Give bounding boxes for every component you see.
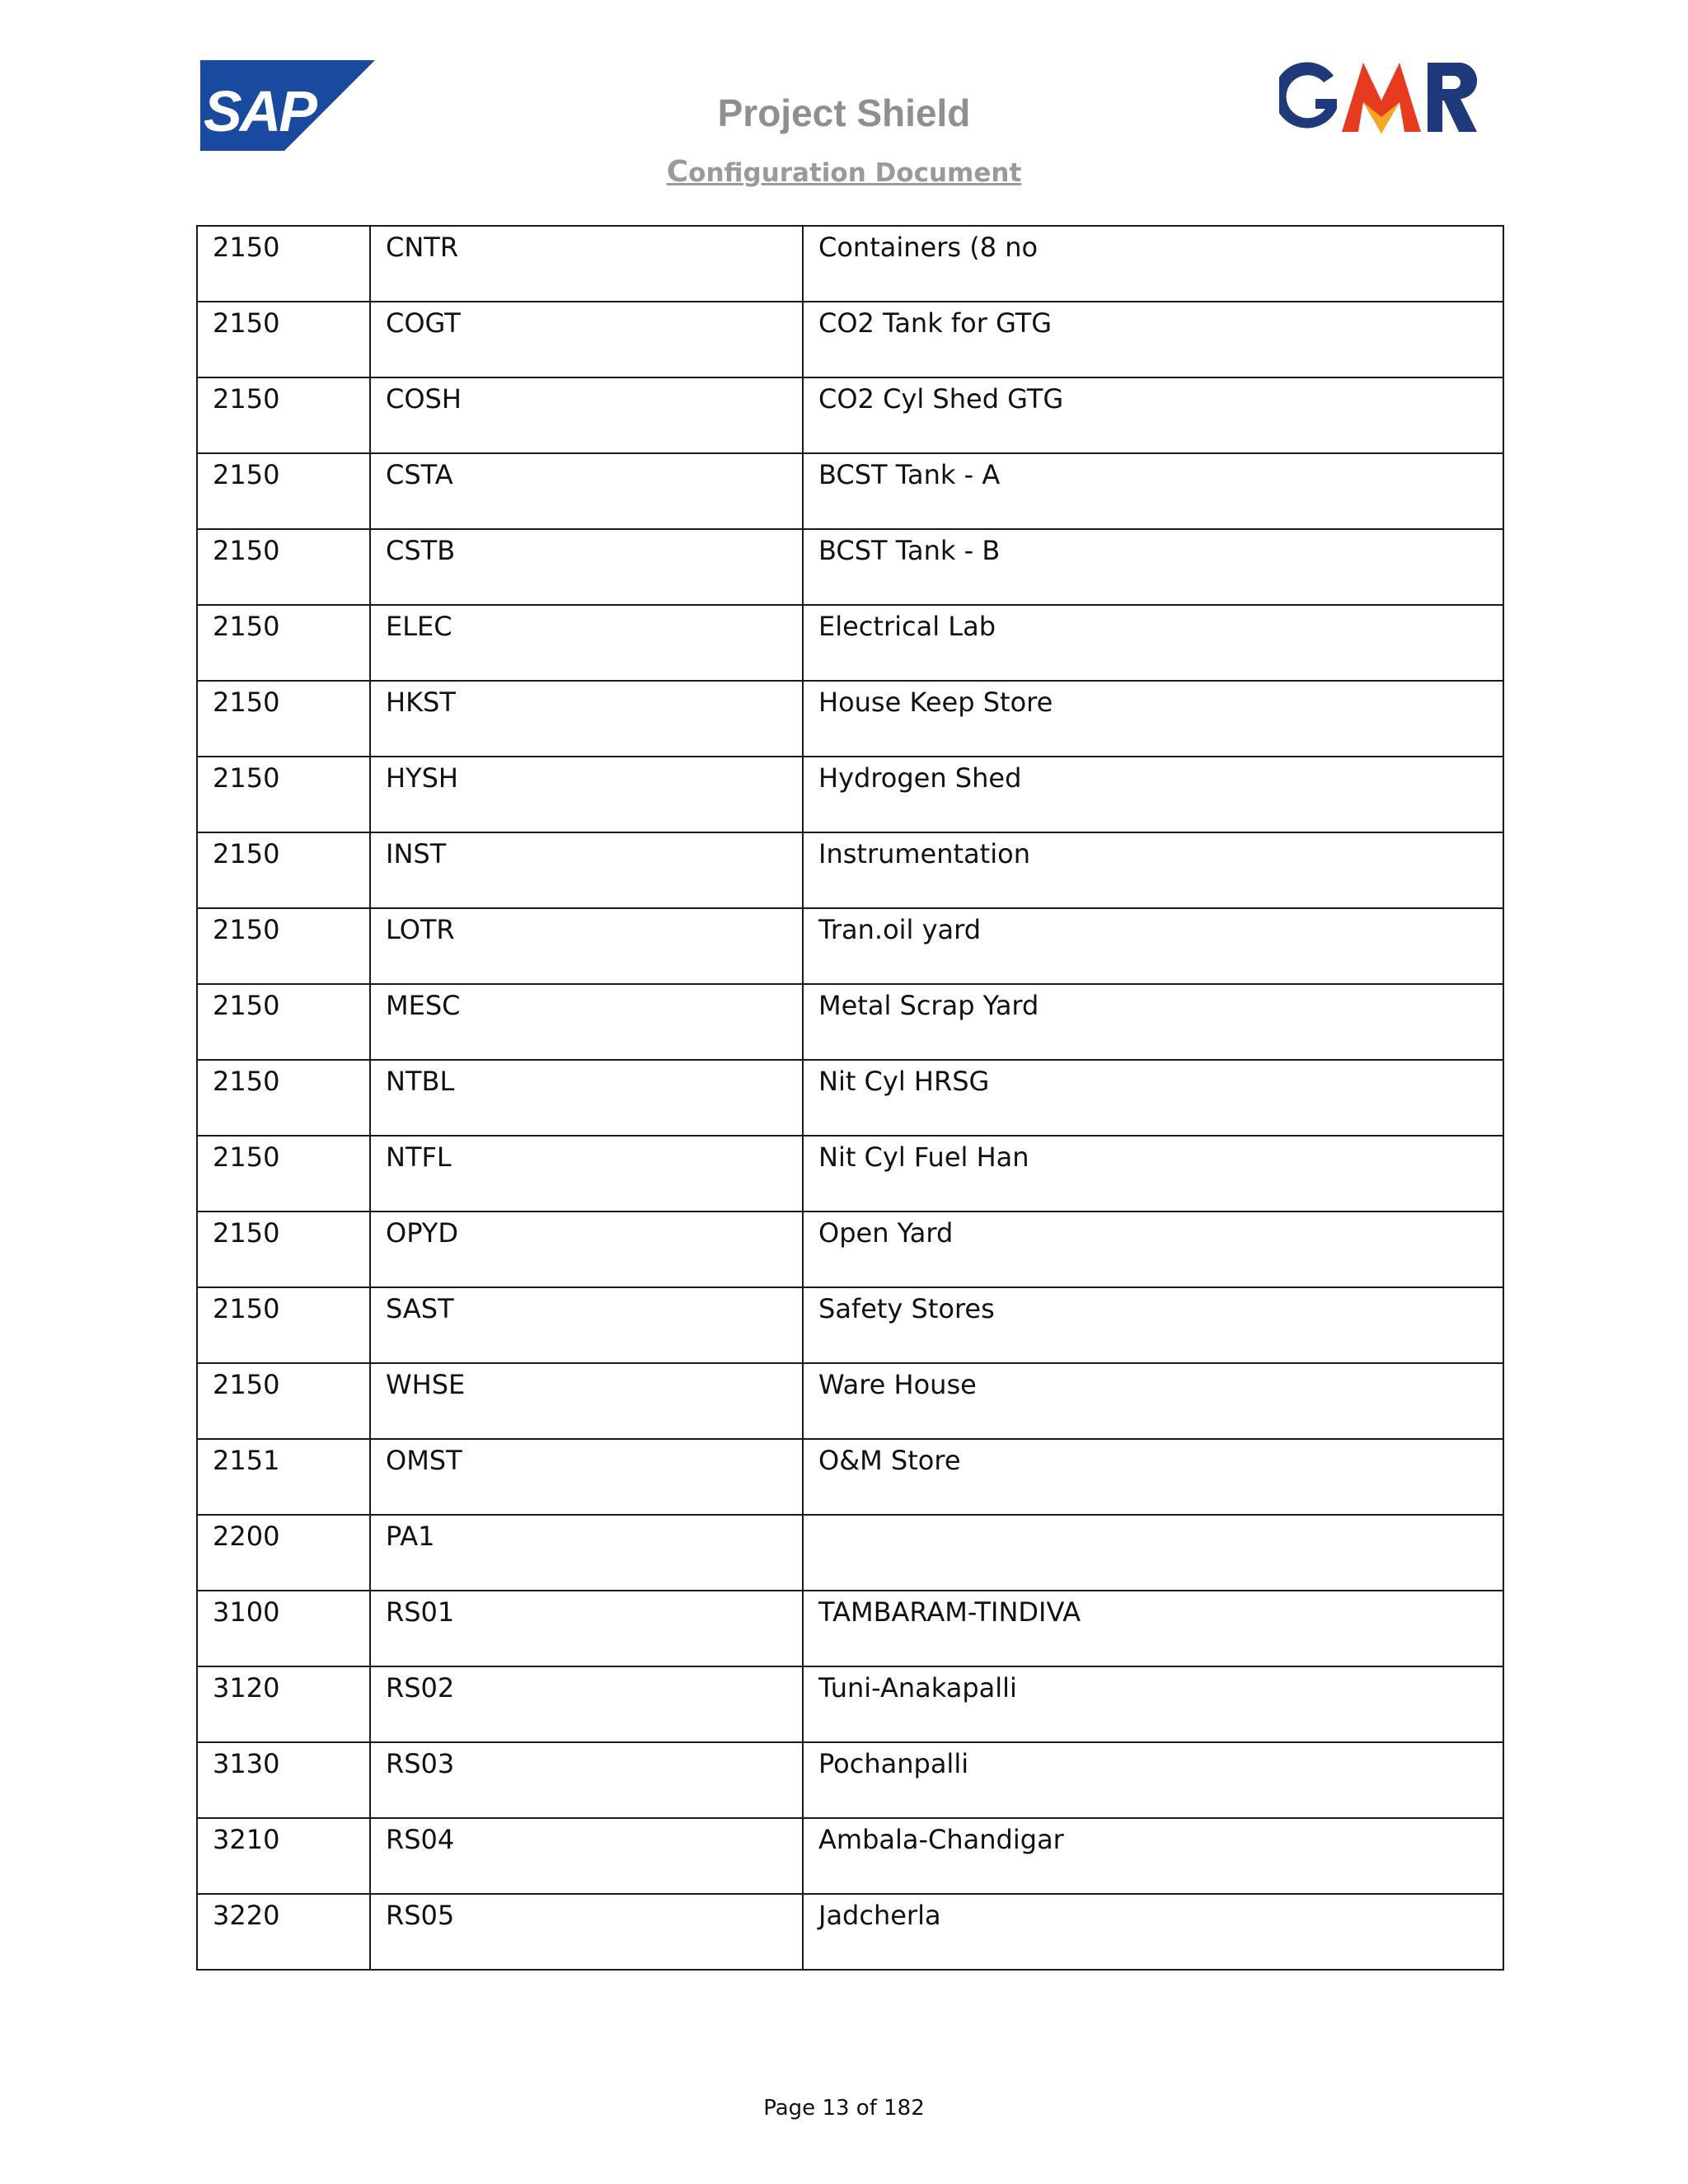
- storage-location-cell: HYSH: [370, 757, 803, 832]
- document-subtitle: [0, 155, 1688, 189]
- table-row: [197, 226, 1503, 302]
- storage-location-cell: OMST: [370, 1439, 803, 1515]
- description-cell: CO2 Cyl Shed GTG: [803, 377, 1503, 453]
- plant-code-cell: 2150: [197, 984, 370, 1060]
- description-cell: Instrumentation: [803, 832, 1503, 908]
- storage-location-cell: INST: [370, 832, 803, 908]
- storage-location-cell: WHSE: [370, 1363, 803, 1439]
- plant-code-cell: 3220: [197, 1894, 370, 1970]
- plant-code-cell: 2150: [197, 1136, 370, 1212]
- description-cell: House Keep Store: [803, 681, 1503, 757]
- storage-location-cell: LOTR: [370, 908, 803, 984]
- description-cell: TAMBARAM-TINDIVA: [803, 1591, 1503, 1666]
- description-cell: Safety Stores: [803, 1287, 1503, 1363]
- table-row: [197, 984, 1503, 1060]
- description-cell: Nit Cyl Fuel Han: [803, 1136, 1503, 1212]
- storage-location-cell: RS01: [370, 1591, 803, 1666]
- table-row: [197, 529, 1503, 605]
- subtitle-initial: C: [666, 155, 689, 189]
- plant-code-cell: 2200: [197, 1515, 370, 1591]
- table-row: [197, 1666, 1503, 1742]
- storage-location-cell: COSH: [370, 377, 803, 453]
- table-row: [197, 1212, 1503, 1287]
- configuration-table-body: [197, 226, 1503, 1970]
- storage-location-cell: RS03: [370, 1742, 803, 1818]
- description-cell: Pochanpalli: [803, 1742, 1503, 1818]
- storage-location-cell: RS04: [370, 1818, 803, 1894]
- description-cell: Hydrogen Shed: [803, 757, 1503, 832]
- table-row: [197, 377, 1503, 453]
- plant-code-cell: 3130: [197, 1742, 370, 1818]
- storage-location-cell: NTFL: [370, 1136, 803, 1212]
- description-cell: Ambala-Chandigar: [803, 1818, 1503, 1894]
- storage-location-cell: COGT: [370, 302, 803, 377]
- description-cell: O&M Store: [803, 1439, 1503, 1515]
- description-cell: Metal Scrap Yard: [803, 984, 1503, 1060]
- plant-code-cell: 3210: [197, 1818, 370, 1894]
- storage-location-cell: RS02: [370, 1666, 803, 1742]
- description-cell: CO2 Tank for GTG: [803, 302, 1503, 377]
- storage-location-cell: HKST: [370, 681, 803, 757]
- document-title: Project Shield: [717, 91, 971, 134]
- storage-location-cell: PA1: [370, 1515, 803, 1591]
- plant-code-cell: 2150: [197, 1363, 370, 1439]
- table-row: [197, 1363, 1503, 1439]
- storage-location-cell: RS05: [370, 1894, 803, 1970]
- description-cell: Electrical Lab: [803, 605, 1503, 681]
- storage-location-cell: MESC: [370, 984, 803, 1060]
- plant-code-cell: 3120: [197, 1666, 370, 1742]
- page-number: Page 13 of 182: [763, 2096, 925, 2121]
- table-row: [197, 832, 1503, 908]
- storage-location-cell: CSTA: [370, 453, 803, 529]
- plant-code-cell: 2150: [197, 757, 370, 832]
- plant-code-cell: 2150: [197, 908, 370, 984]
- description-cell: Open Yard: [803, 1212, 1503, 1287]
- plant-code-cell: 2150: [197, 453, 370, 529]
- table-row: [197, 1136, 1503, 1212]
- table-row: [197, 302, 1503, 377]
- table-row: [197, 681, 1503, 757]
- storage-location-cell: SAST: [370, 1287, 803, 1363]
- gmr-logo: [1279, 58, 1479, 135]
- description-cell: Ware House: [803, 1363, 1503, 1439]
- plant-code-cell: 2150: [197, 605, 370, 681]
- table-row: [197, 1060, 1503, 1136]
- plant-code-cell: 2150: [197, 226, 370, 302]
- table-row: [197, 1742, 1503, 1818]
- storage-location-cell: NTBL: [370, 1060, 803, 1136]
- table-row: [197, 605, 1503, 681]
- plant-code-cell: 2150: [197, 1060, 370, 1136]
- subtitle-rest: onfiguration Document: [688, 158, 1022, 188]
- table-row: [197, 1818, 1503, 1894]
- table-row: [197, 1591, 1503, 1666]
- description-cell: Jadcherla: [803, 1894, 1503, 1970]
- plant-code-cell: 2150: [197, 832, 370, 908]
- sap-logo-text: SAP: [204, 79, 315, 143]
- storage-location-cell: ELEC: [370, 605, 803, 681]
- description-cell: [803, 1515, 1503, 1591]
- description-cell: BCST Tank - A: [803, 453, 1503, 529]
- plant-code-cell: 2150: [197, 681, 370, 757]
- storage-location-cell: OPYD: [370, 1212, 803, 1287]
- plant-code-cell: 2150: [197, 1287, 370, 1363]
- table-row: [197, 1515, 1503, 1591]
- table-row: [197, 1439, 1503, 1515]
- table-row: [197, 908, 1503, 984]
- storage-location-cell: CSTB: [370, 529, 803, 605]
- plant-code-cell: 2150: [197, 377, 370, 453]
- plant-code-cell: 2150: [197, 1212, 370, 1287]
- description-cell: Tran.oil yard: [803, 908, 1503, 984]
- description-cell: Nit Cyl HRSG: [803, 1060, 1503, 1136]
- plant-code-cell: 2151: [197, 1439, 370, 1515]
- table-row: [197, 1894, 1503, 1970]
- table-row: [197, 453, 1503, 529]
- plant-code-cell: 2150: [197, 529, 370, 605]
- configuration-table: [196, 225, 1504, 1971]
- description-cell: Containers (8 no: [803, 226, 1503, 302]
- table-row: [197, 757, 1503, 832]
- description-cell: Tuni-Anakapalli: [803, 1666, 1503, 1742]
- plant-code-cell: 3100: [197, 1591, 370, 1666]
- description-cell: BCST Tank - B: [803, 529, 1503, 605]
- table-row: [197, 1287, 1503, 1363]
- plant-code-cell: 2150: [197, 302, 370, 377]
- storage-location-cell: CNTR: [370, 226, 803, 302]
